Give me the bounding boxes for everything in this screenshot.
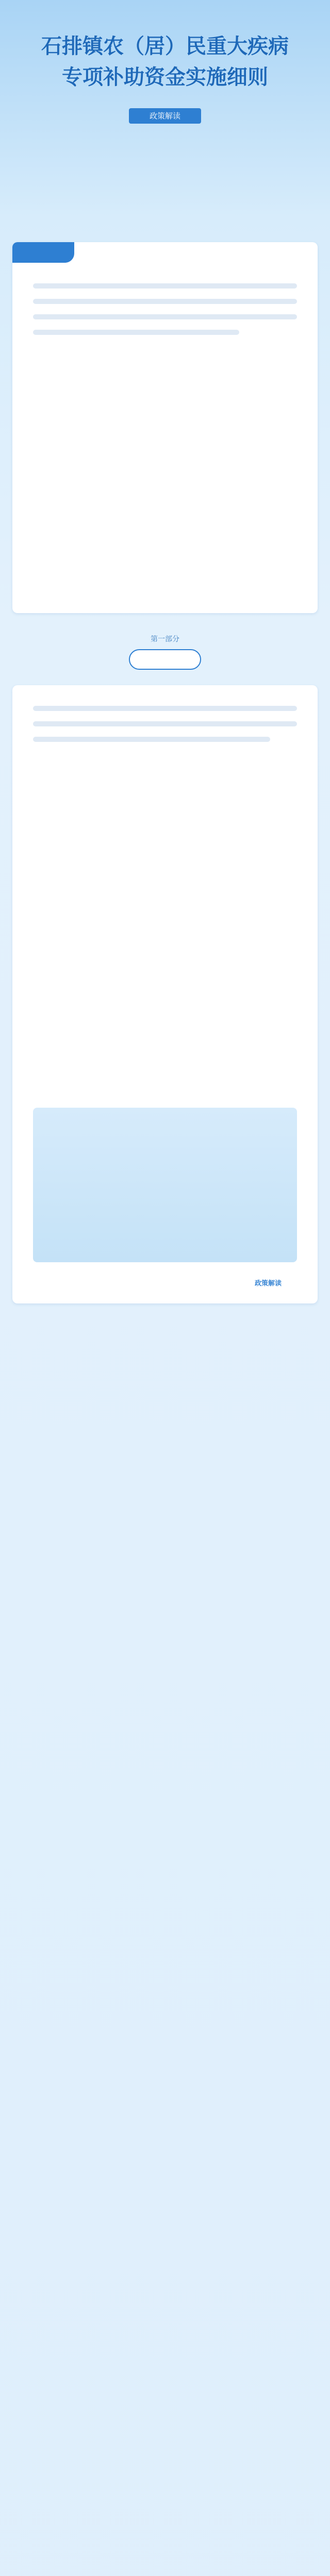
- section-1-card: [12, 685, 318, 1303]
- intro-card: [12, 242, 318, 613]
- hero-title-line-2: 专项补助资金实施细则: [62, 65, 268, 89]
- hero-banner: [0, 0, 330, 242]
- text-placeholder: [33, 314, 297, 319]
- text-placeholder: [33, 283, 297, 289]
- policy-link[interactable]: 政策解读: [255, 1280, 282, 1287]
- hero-title: [31, 31, 299, 93]
- text-placeholder: [33, 299, 297, 304]
- intro-card-head: [12, 242, 74, 263]
- hero-title-line-1: 石排镇农（居）民重大疾病: [41, 35, 289, 58]
- text-placeholder: [33, 706, 297, 711]
- text-placeholder: [33, 330, 239, 335]
- text-placeholder: [33, 737, 270, 742]
- section-1-illustration: [33, 1108, 297, 1262]
- hero-tag: 政策解读: [129, 108, 201, 124]
- section-1-pill: [129, 649, 201, 670]
- section-1-part: 第一部分: [151, 635, 179, 643]
- text-placeholder: [33, 721, 297, 726]
- section-1-label: [113, 634, 217, 680]
